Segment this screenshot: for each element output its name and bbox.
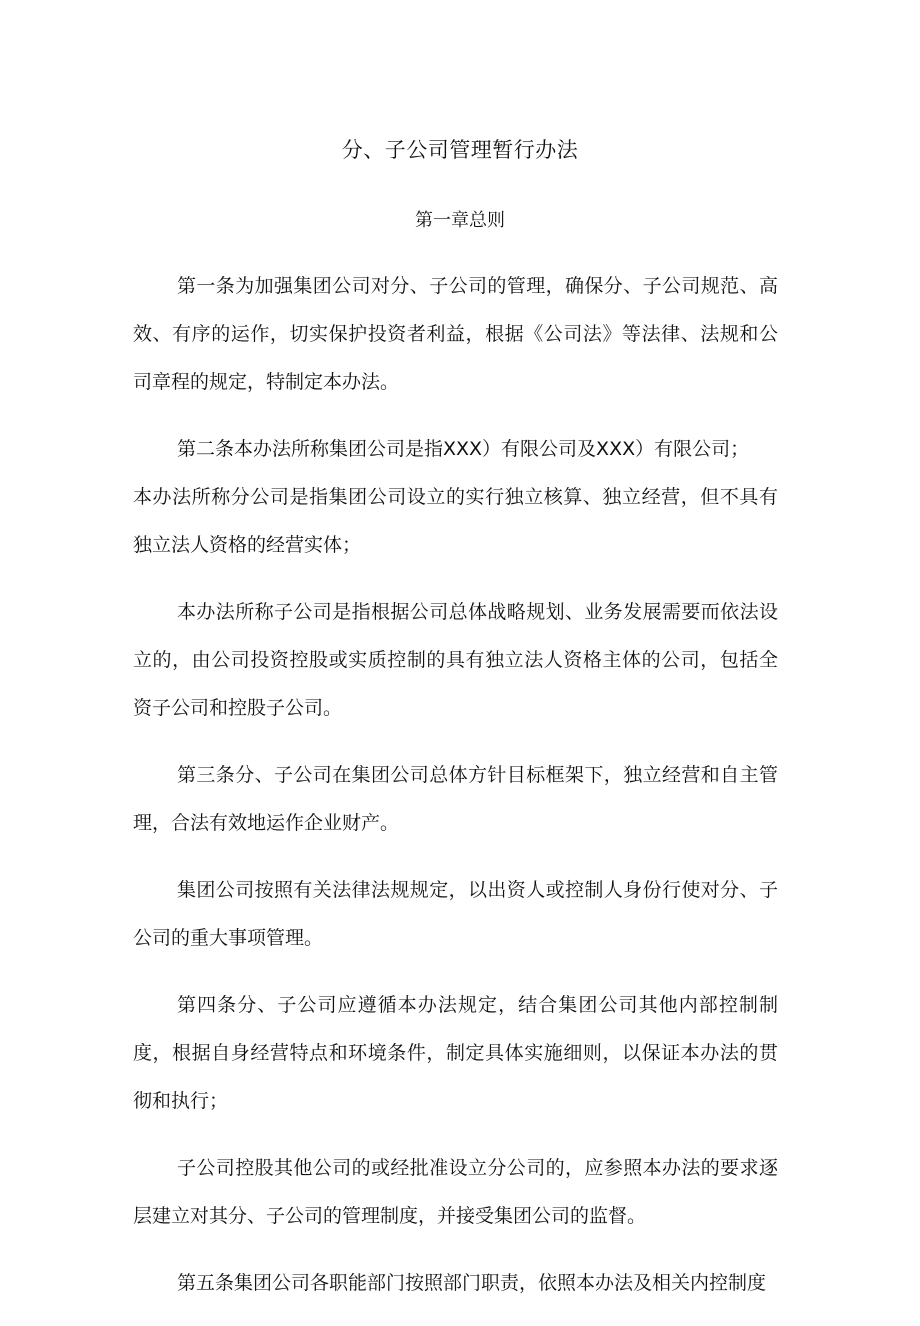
paragraph-article-4: 第四条分、子公司应遵循本办法规定，结合集团公司其他内部控制制度，根据自身经营特点和环境条件，制定具体实施细则，以保证本办法的贯彻和执行； (133, 994, 778, 1112)
paragraph-group-management: 集团公司按照有关法律法规规定，以出资人或控制人身份行使对分、子公司的重大事项管理。 (133, 879, 778, 949)
paragraph-subsidiary-definition: 本办法所称子公司是指根据公司总体战略规划、业务发展需要而依法设立的，由公司投资控股或实质控制的具有独立法人资格主体的公司，包括全资子公司和控股子公司。 (133, 601, 778, 719)
paragraph-article-3: 第三条分、子公司在集团公司总体方针目标框架下，独立经营和自主管理，合法有效地运作企业财产。 (133, 764, 778, 834)
paragraph-article-1: 第一条为加强集团公司对分、子公司的管理，确保分、子公司规范、高效、有序的运作，切实保护投资者利益，根据《公司法》等法律、法规和公司章程的规定，特制定本办法。 (133, 275, 778, 393)
document-title: 分、子公司管理暂行办法 (341, 138, 579, 162)
paragraph-branch-definition: 本办法所称分公司是指集团公司设立的实行独立核算、独立经营，但不具有独立法人资格的经营实体； (133, 486, 778, 556)
paragraph-article-5: 第五条集团公司各职能部门按照部门职责，依照本办法及相关内控制度 (177, 1272, 767, 1294)
document-body (133, 262, 778, 1326)
paragraph-subsidiary-control: 子公司控股其他公司的或经批准设立分公司的，应参照本办法的要求逐层建立对其分、子公司的管理制度，并接受集团公司的监督。 (133, 1157, 778, 1227)
paragraph-article-2: 第二条本办法所称集团公司是指XXX）有限公司及XXX）有限公司； (177, 438, 750, 460)
chapter-heading: 第一章总则 (415, 210, 505, 231)
